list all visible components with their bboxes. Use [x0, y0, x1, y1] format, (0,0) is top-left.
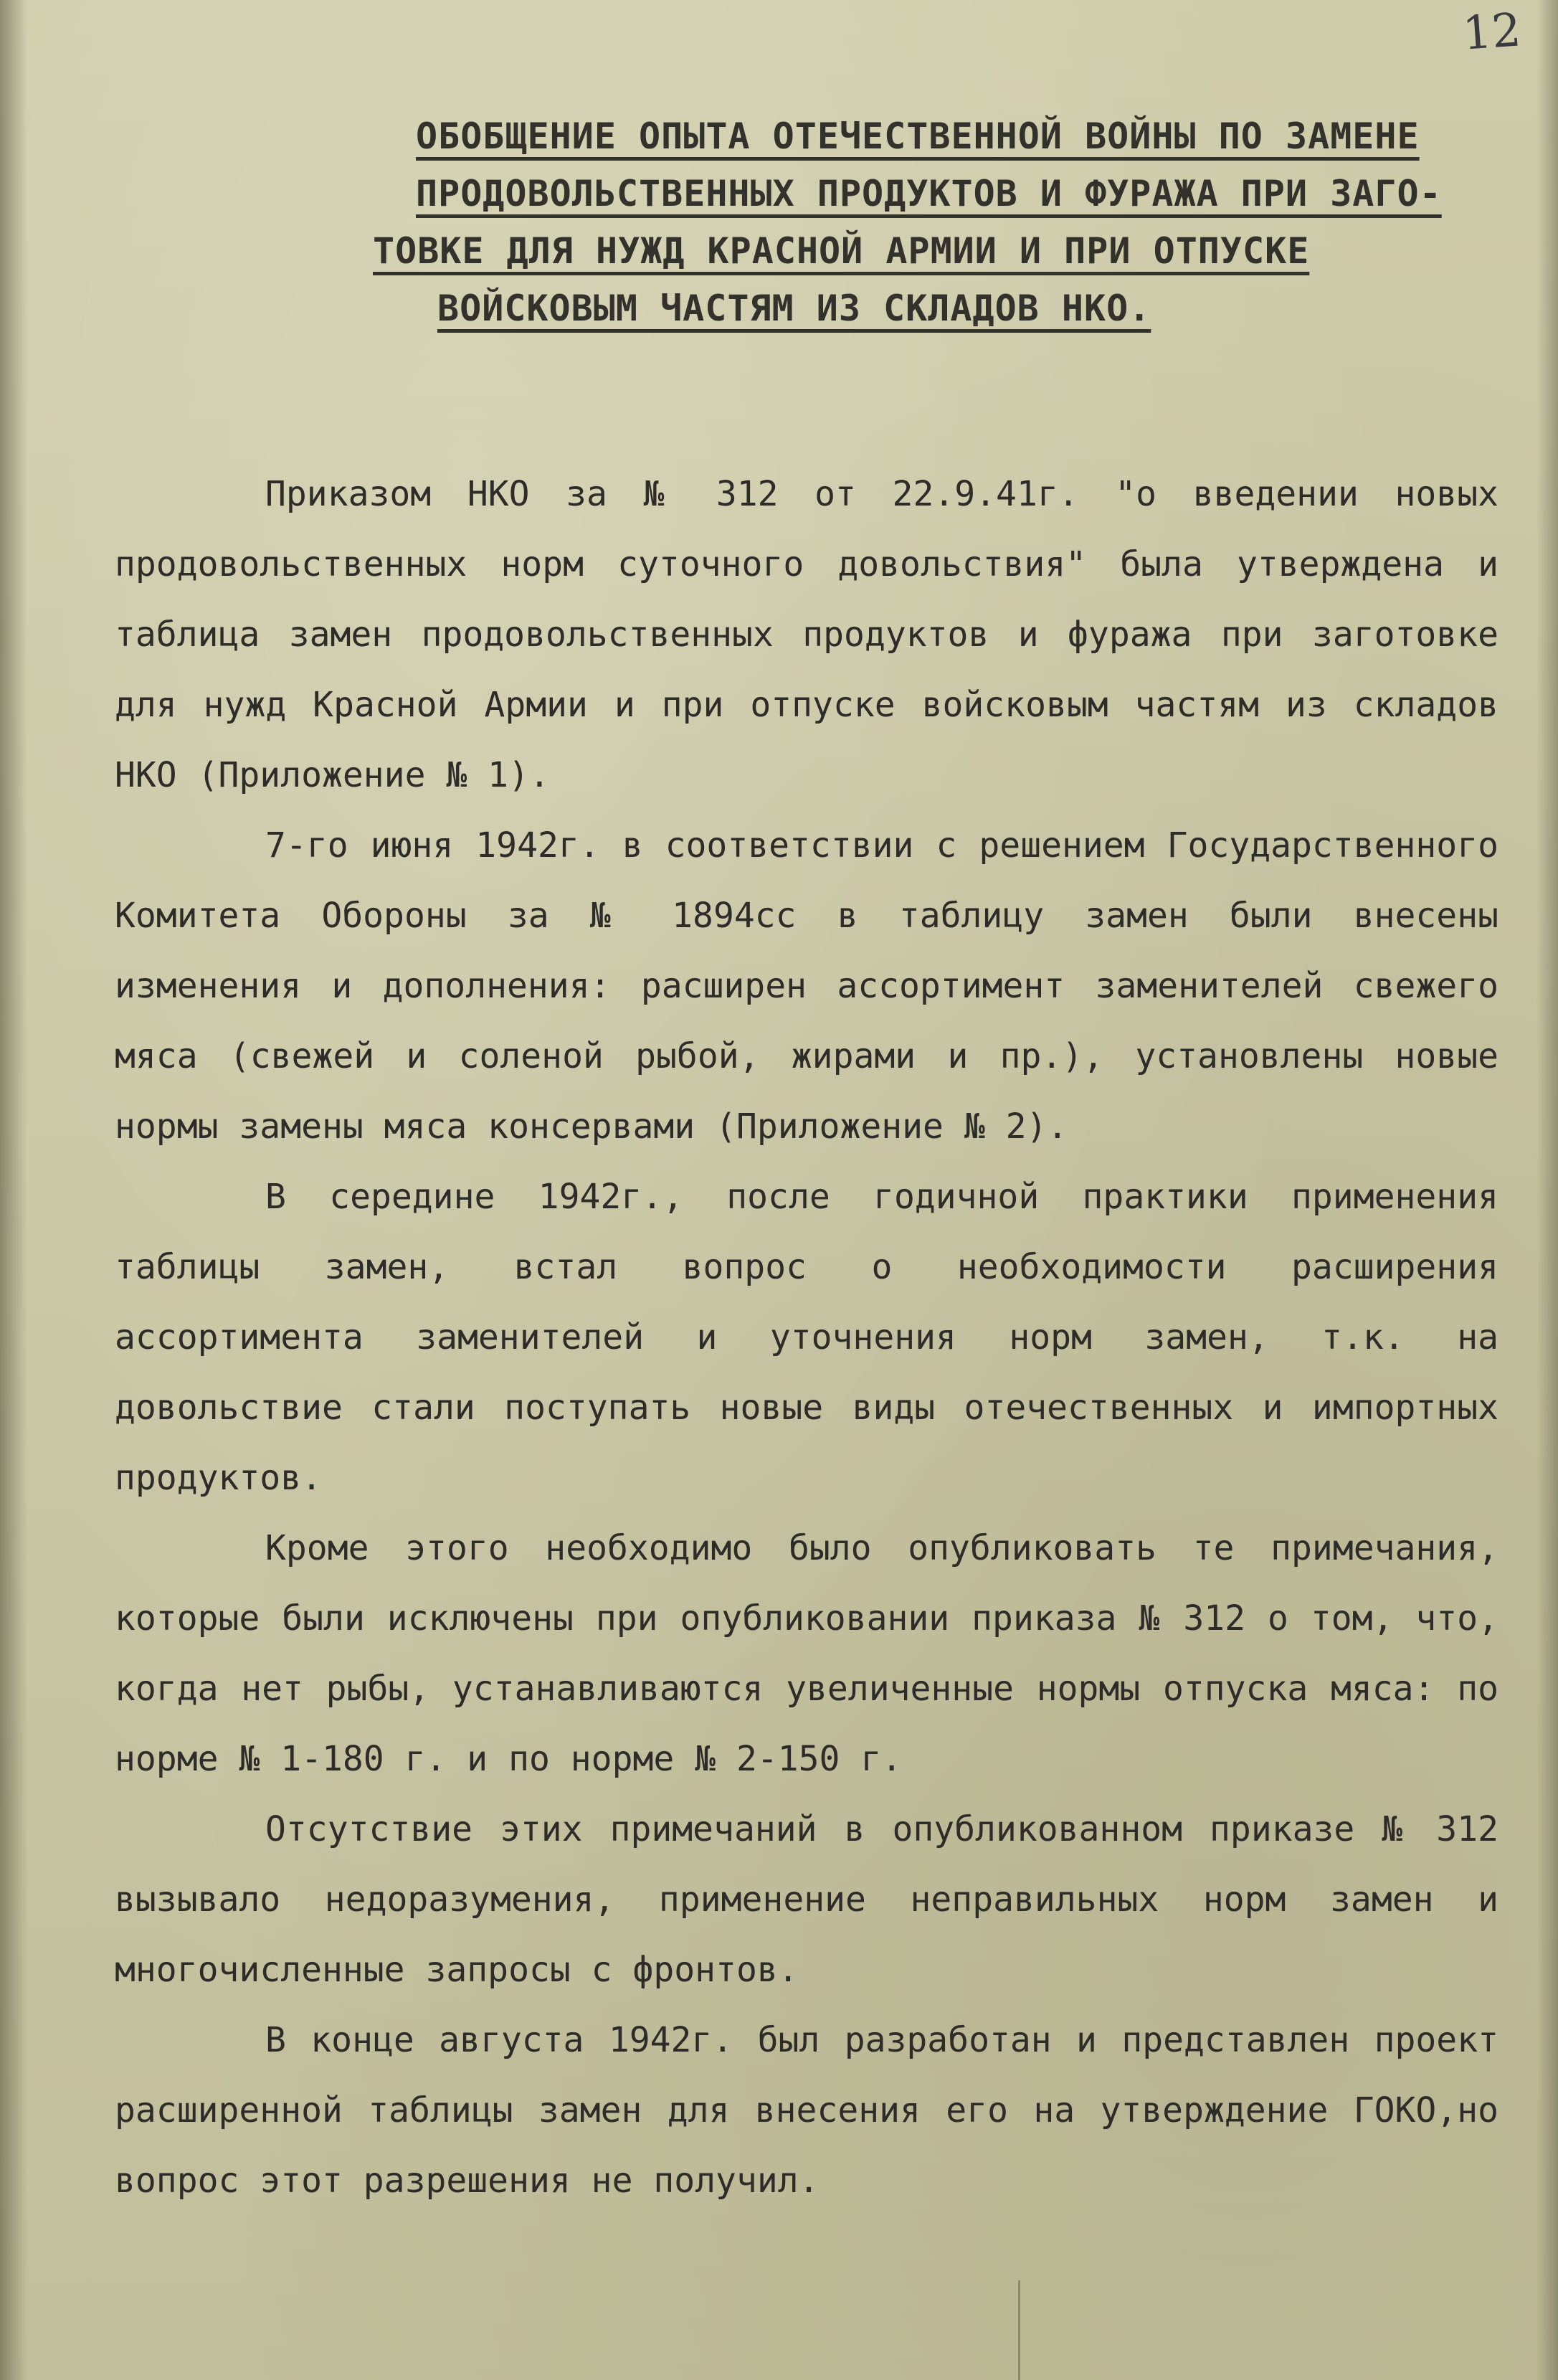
- document-title: [373, 108, 1463, 337]
- paragraph-3: В середине 1942г., после годичной практики применения таблицы замен, встал вопрос о необходимости расширения ассортимента заменителей и уточнения норм замен, т.к. на довольствие стали поступать новые виды отечественных и импортных продуктов.: [115, 1177, 1498, 1498]
- paragraph-6: В конце августа 1942г. был разработан и представлен проект расширенной таблицы замен для внесения его на утверждение ГОКО,но вопрос этот разрешения не получил.: [115, 2020, 1498, 2201]
- paragraph-1: Приказом НКО за № 312 от 22.9.41г. "о введении новых продовольственных норм суточного довольствия" была утверждена и таблица замен продовольственных продуктов и фуража при заготовке для нужд Красной Армии и при отпуске войсковым частям из складов НКО (Приложение № 1).: [115, 474, 1498, 795]
- page-edge-shadow-left: [0, 0, 27, 2380]
- title-line-4: ВОЙСКОВЫМ ЧАСТЯМ ИЗ СКЛАДОВ НКО.: [437, 288, 1151, 329]
- paragraph-2: 7-го июня 1942г. в соответствии с решением Государственного Комитета Обороны за № 1894сс в таблицу замен были внесены изменения и дополнения: расширен ассортимент заменителей свежего мяса (свежей и соленой рыбой, жирами и пр.), установлены новые нормы замены мяса консервами (Приложение № 2).: [115, 825, 1498, 1147]
- paragraph-5: Отсутствие этих примечаний в опубликованном приказе № 312 вызывало недоразумения, применение неправильных норм замен и многочисленные запросы с фронтов.: [115, 1809, 1498, 1990]
- paper-crease-mark: [1018, 2280, 1020, 2380]
- page-edge-shadow-right: [1536, 0, 1558, 2380]
- page-number: 12: [1460, 4, 1523, 61]
- paragraph-4: Кроме этого необходимо было опубликовать те примечания, которые были исключены при опубликовании приказа № 312 о том, что, когда нет рыбы, устанавливаются увеличенные нормы отпуска мяса: по норме № 1-180 г. и по норме № 2-150 г.: [115, 1528, 1498, 1779]
- document-body: [115, 459, 1498, 2216]
- title-line-1: ОБОБЩЕНИЕ ОПЫТА ОТЕЧЕСТВЕННОЙ ВОЙНЫ ПО ЗАМЕНЕ: [416, 115, 1420, 157]
- title-line-2: ПРОДОВОЛЬСТВЕННЫХ ПРОДУКТОВ И ФУРАЖА ПРИ ЗАГО-: [416, 173, 1442, 214]
- title-line-3: ТОВКЕ ДЛЯ НУЖД КРАСНОЙ АРМИИ И ПРИ ОТПУСКЕ: [373, 230, 1310, 272]
